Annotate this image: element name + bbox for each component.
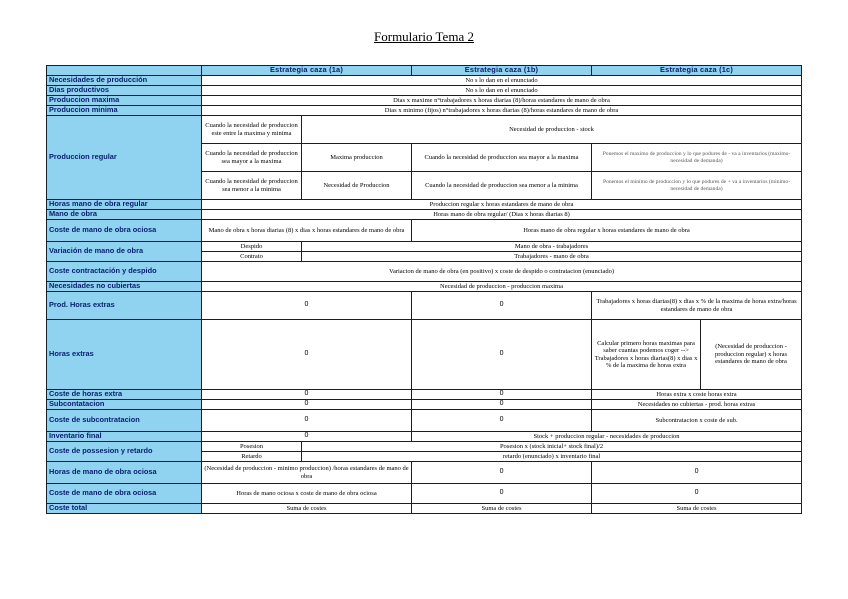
table-row bbox=[47, 410, 802, 432]
row-label: Produccion maxima bbox=[47, 96, 202, 106]
row-label: Mano de obra bbox=[47, 210, 202, 220]
cell: Posesion x (stock inicial+ stock final)/2 bbox=[302, 442, 802, 452]
cell: 0 bbox=[412, 400, 592, 410]
cell: Horas de mano ociosa x coste de mano de obra ociosa bbox=[202, 484, 412, 504]
cell: (Necesidad de produccion - produccion regular) x horas estandares de mano de obra bbox=[701, 320, 802, 390]
cell: Suma de costes bbox=[592, 504, 802, 514]
row-label: Prod. Horas extras bbox=[47, 292, 202, 320]
table-row bbox=[47, 462, 802, 484]
cell: Cuando la necesidad de produccion sea mayor a la maxima bbox=[412, 144, 592, 172]
cell: Suma de costes bbox=[412, 504, 592, 514]
cell: 0 bbox=[412, 410, 592, 432]
cell: 0 bbox=[412, 390, 592, 400]
table-row bbox=[47, 242, 802, 252]
cell: 0 bbox=[202, 410, 412, 432]
row-label: Produccion regular bbox=[47, 116, 202, 200]
table-row bbox=[47, 106, 802, 116]
cell: Dias x maxime n°trabajadores x horas diarias (8)/horas estandares de mano de obra bbox=[202, 96, 802, 106]
cell: Mano de obra x horas diarias (8) x dias x horas estandares de mano de obra bbox=[202, 220, 412, 242]
table-row bbox=[47, 200, 802, 210]
cell: No s lo dan en el enunciado bbox=[202, 76, 802, 86]
table-row bbox=[47, 282, 802, 292]
table-row bbox=[47, 86, 802, 96]
cell: 0 bbox=[202, 432, 412, 442]
header-corner bbox=[47, 66, 202, 76]
table-row bbox=[47, 442, 802, 452]
row-label: Coste contractación y despido bbox=[47, 262, 202, 282]
table-row bbox=[47, 400, 802, 410]
cell: Mano de obra - trabajadores bbox=[302, 242, 802, 252]
cell: Ponemos el minimo de produccion y lo que podures de + va a inventarios (minimo-necesidad de demanda) bbox=[592, 172, 802, 200]
cell: Trabajadores - mano de obra bbox=[302, 252, 802, 262]
table-row bbox=[47, 292, 802, 320]
cell: 0 bbox=[202, 400, 412, 410]
cell: Cuando la necesidad de produccion sea menor a la minima bbox=[412, 172, 592, 200]
header-row bbox=[47, 66, 802, 76]
cell: Horas extra x coste horas extra bbox=[592, 390, 802, 400]
row-label: Variación de mano de obra bbox=[47, 242, 202, 262]
cell: Horas mano de obra regular/ (Dias x horas diarias 8) bbox=[202, 210, 802, 220]
row-label: Coste de subcontratacion bbox=[47, 410, 202, 432]
cell: Retardo bbox=[202, 452, 302, 462]
row-label: Inventario final bbox=[47, 432, 202, 442]
table-row bbox=[47, 504, 802, 514]
cell: 0 bbox=[412, 292, 592, 320]
cell: Dias x minimo (fijos) n°trabajadores x horas diarias (8)/horas estandares de mano de obra bbox=[202, 106, 802, 116]
cell: Variacion de mano de obra (en positivo) x coste de despido o contratacion (enunciado) bbox=[202, 262, 802, 282]
formula-table bbox=[46, 65, 802, 514]
table-row bbox=[47, 116, 802, 144]
table-row bbox=[47, 220, 802, 242]
cell: No s lo dan en el enunciado bbox=[202, 86, 802, 96]
cell: 0 bbox=[202, 292, 412, 320]
row-label: Horas mano de obra regular bbox=[47, 200, 202, 210]
row-label: Coste de mano de obra ociosa bbox=[47, 220, 202, 242]
cell: Posesion bbox=[202, 442, 302, 452]
cell: Cuando la necesidad de produccion sea mayor a la maxima bbox=[202, 144, 302, 172]
cell: Horas mano de obra regular x horas estandares de mano de obra bbox=[412, 220, 802, 242]
row-label: Coste total bbox=[47, 504, 202, 514]
header-1c: Estrategia caza (1c) bbox=[592, 66, 802, 76]
cell: Suma de costes bbox=[202, 504, 412, 514]
cell: 0 bbox=[592, 484, 802, 504]
cell: 0 bbox=[202, 390, 412, 400]
cell: Ponemos el maximo de produccion y lo que podures de - va a inventarios (maximo-necesidad de demanda) bbox=[592, 144, 802, 172]
cell: Despido bbox=[202, 242, 302, 252]
cell: Subcontratacion x coste de sub. bbox=[592, 410, 802, 432]
cell: 0 bbox=[592, 462, 802, 484]
cell: Necesidad de Produccion bbox=[302, 172, 412, 200]
cell: Necesidad de produccion - produccion maxima bbox=[202, 282, 802, 292]
table-row bbox=[47, 76, 802, 86]
cell: Produccion regular x horas estandares de mano de obra bbox=[202, 200, 802, 210]
header-1b: Estrategia caza (1b) bbox=[412, 66, 592, 76]
cell: Necesidades no cubiertas - prod. horas extras bbox=[592, 400, 802, 410]
header-1a: Estrategia caza (1a) bbox=[202, 66, 412, 76]
row-label: Necesidades no cubiertas bbox=[47, 282, 202, 292]
cell: Necesidad de produccion - stock bbox=[302, 116, 802, 144]
cell: Cuando la necesidad de produccion este entre la maxima y minima bbox=[202, 116, 302, 144]
row-label: Coste de horas extra bbox=[47, 390, 202, 400]
cell: (Necesidad de produccion - minimo produccion) /horas estandares de mano de obra bbox=[202, 462, 412, 484]
cell: Calcular primero horas maximas para saber cuantas podemos coger --> Trabajadores x horas diarias(8) x dias x % de la maxima de horas extra bbox=[592, 320, 701, 390]
row-label: Necesidades de producción bbox=[47, 76, 202, 86]
cell: Contrato bbox=[202, 252, 302, 262]
table-row bbox=[47, 96, 802, 106]
cell: Stock + produccion regular - necesidades de produccion bbox=[412, 432, 802, 442]
row-label: Horas extras bbox=[47, 320, 202, 390]
table-row bbox=[47, 320, 802, 390]
table-row bbox=[47, 262, 802, 282]
row-label: Produccion minima bbox=[47, 106, 202, 116]
table-row bbox=[47, 390, 802, 400]
cell: 0 bbox=[412, 320, 592, 390]
row-label: Coste de possesion y retardo bbox=[47, 442, 202, 462]
cell: retardo (enunciado) x inventario final bbox=[302, 452, 802, 462]
table-row bbox=[47, 484, 802, 504]
row-label: Días productivos bbox=[47, 86, 202, 96]
cell: 0 bbox=[412, 484, 592, 504]
table-row bbox=[47, 210, 802, 220]
row-label: Coste de mano de obra ociosa bbox=[47, 484, 202, 504]
cell: Trabajadores x horas diarias(8) x dias x % de la maxima de horas extra/horas estandares de mano de obra bbox=[592, 292, 802, 320]
cell: Cuando la necesidad de produccion sea menor a la minima bbox=[202, 172, 302, 200]
cell: 0 bbox=[412, 462, 592, 484]
cell: Maxima produccion bbox=[302, 144, 412, 172]
row-label: Subcontatacion bbox=[47, 400, 202, 410]
cell: 0 bbox=[202, 320, 412, 390]
page-title: Formulario Tema 2 bbox=[374, 29, 474, 44]
row-label: Horas de mano de obra ociosa bbox=[47, 462, 202, 484]
table-row bbox=[47, 432, 802, 442]
